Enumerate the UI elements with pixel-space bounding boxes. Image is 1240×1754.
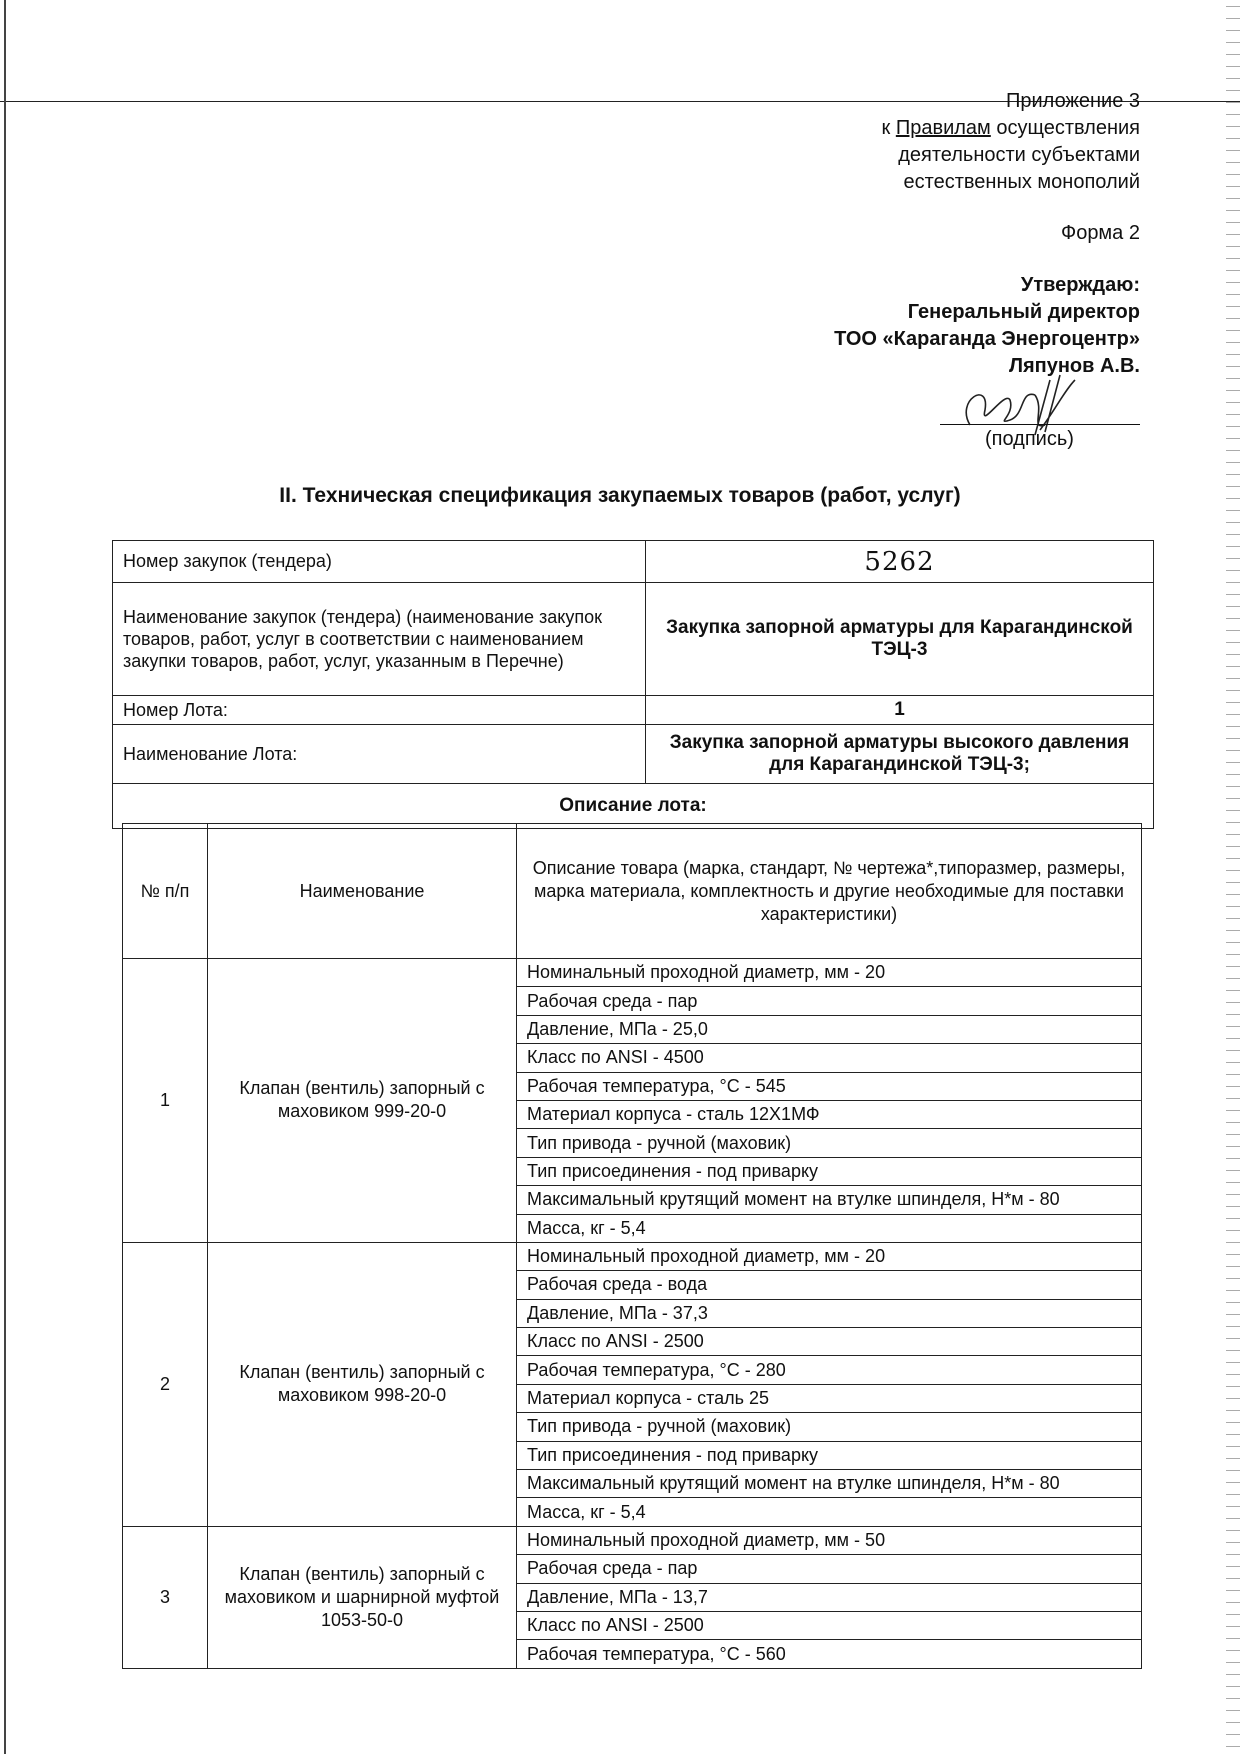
appendix-line-4: естественных монополий	[903, 171, 1140, 193]
table-row	[123, 1526, 1142, 1554]
item-property: Масса, кг - 5,4	[517, 1498, 1142, 1526]
tender-info-table	[112, 540, 1154, 829]
item-property: Максимальный крутящий момент на втулке шпинделя, Н*м - 80	[517, 1186, 1142, 1214]
rules-link[interactable]: Правилам	[895, 117, 991, 139]
item-property: Тип привода - ручной (маховик)	[517, 1129, 1142, 1157]
item-property: Материал корпуса - сталь 25	[517, 1384, 1142, 1412]
approval-line-2: Генеральный директор	[907, 301, 1140, 323]
appendix-header	[882, 88, 1140, 247]
col-header-name: Наименование	[208, 824, 517, 959]
appendix-line-2	[882, 115, 1140, 142]
item-property: Максимальный крутящий момент на втулке шпинделя, Н*м - 80	[517, 1470, 1142, 1498]
purchase-name-value: Закупка запорной арматуры для Карагандинской ТЭЦ-3	[646, 583, 1154, 696]
row-lot-name	[113, 725, 1154, 784]
item-number: 1	[123, 959, 208, 1243]
row-purchase-name	[113, 583, 1154, 696]
item-property: Номинальный проходной диаметр, мм - 20	[517, 1242, 1142, 1270]
item-property: Рабочая среда - вода	[517, 1271, 1142, 1299]
purchase-number-handwritten: 5262	[864, 546, 935, 577]
item-property: Давление, МПа - 25,0	[517, 1015, 1142, 1043]
row-lot-description	[113, 784, 1154, 829]
col-header-num: № п/п	[123, 824, 208, 959]
appendix-suffix: осуществления	[990, 117, 1140, 139]
purchase-number-value	[646, 541, 1154, 583]
approval-line-3: ТОО «Караганда Энергоцентр»	[834, 328, 1140, 350]
item-property: Тип присоединения - под приварку	[517, 1157, 1142, 1185]
purchase-number-label: Номер закупок (тендера)	[113, 541, 646, 583]
row-purchase-number	[113, 541, 1154, 583]
item-property: Тип привода - ручной (маховик)	[517, 1413, 1142, 1441]
item-number: 2	[123, 1242, 208, 1526]
appendix-prefix: к	[881, 117, 896, 139]
item-property: Класс по ANSI - 2500	[517, 1611, 1142, 1639]
signature-label: (подпись)	[985, 428, 1074, 450]
purchase-name-label: Наименование закупок (тендера) (наименование закупок товаров, работ, услуг в соответствии с наименованием закупки товаров, работ, услуг, указанным в Перечне)	[113, 583, 646, 696]
approval-line-1: Утверждаю:	[1020, 274, 1140, 296]
item-number: 3	[123, 1526, 208, 1668]
lot-name-label: Наименование Лота:	[113, 725, 646, 784]
lot-number-value: 1	[646, 696, 1154, 725]
approval-block	[834, 272, 1140, 380]
item-property: Класс по ANSI - 2500	[517, 1328, 1142, 1356]
item-property: Материал корпуса - сталь 12Х1МФ	[517, 1100, 1142, 1128]
item-property: Рабочая температура, °С - 560	[517, 1640, 1142, 1668]
approval-line-4: Ляпунов А.В.	[1008, 355, 1140, 377]
table-row	[123, 959, 1142, 987]
item-name: Клапан (вентиль) запорный с маховиком 998-20-0	[208, 1242, 517, 1526]
signature-line	[940, 424, 1140, 425]
item-property: Тип присоединения - под приварку	[517, 1441, 1142, 1469]
table-row	[123, 1242, 1142, 1270]
section-title: II. Техническая спецификация закупаемых товаров (работ, услуг)	[279, 484, 961, 507]
form-number: Форма 2	[1060, 222, 1140, 244]
lot-name-value: Закупка запорной арматуры высокого давления для Карагандинской ТЭЦ-3;	[646, 725, 1154, 784]
item-property: Рабочая среда - пар	[517, 1555, 1142, 1583]
lot-number-label: Номер Лота:	[113, 696, 646, 725]
item-name: Клапан (вентиль) запорный с маховиком и шарнирной муфтой 1053-50-0	[208, 1526, 517, 1668]
item-property: Номинальный проходной диаметр, мм - 20	[517, 959, 1142, 987]
item-property: Давление, МПа - 37,3	[517, 1299, 1142, 1327]
item-property: Рабочая температура, °С - 280	[517, 1356, 1142, 1384]
scan-right-edge-marks	[1226, 0, 1240, 1754]
item-property: Масса, кг - 5,4	[517, 1214, 1142, 1242]
specification-table	[122, 823, 1142, 1669]
lot-description-label: Описание лота:	[113, 784, 1154, 829]
item-name: Клапан (вентиль) запорный с маховиком 999-20-0	[208, 959, 517, 1243]
row-lot-number	[113, 696, 1154, 725]
scan-left-edge	[4, 0, 6, 1754]
item-property: Рабочая среда - пар	[517, 987, 1142, 1015]
spec-header-row	[123, 824, 1142, 959]
appendix-line-1: Приложение 3	[1006, 90, 1140, 112]
item-property: Номинальный проходной диаметр, мм - 50	[517, 1526, 1142, 1554]
item-property: Класс по ANSI - 4500	[517, 1044, 1142, 1072]
appendix-line-3: деятельности субъектами	[898, 144, 1140, 166]
col-header-description: Описание товара (марка, стандарт, № чертежа*,типоразмер, размеры, марка материала, комплектность и другие необходимые для поставки характеристики)	[517, 824, 1142, 959]
item-property: Давление, МПа - 13,7	[517, 1583, 1142, 1611]
item-property: Рабочая температура, °С - 545	[517, 1072, 1142, 1100]
